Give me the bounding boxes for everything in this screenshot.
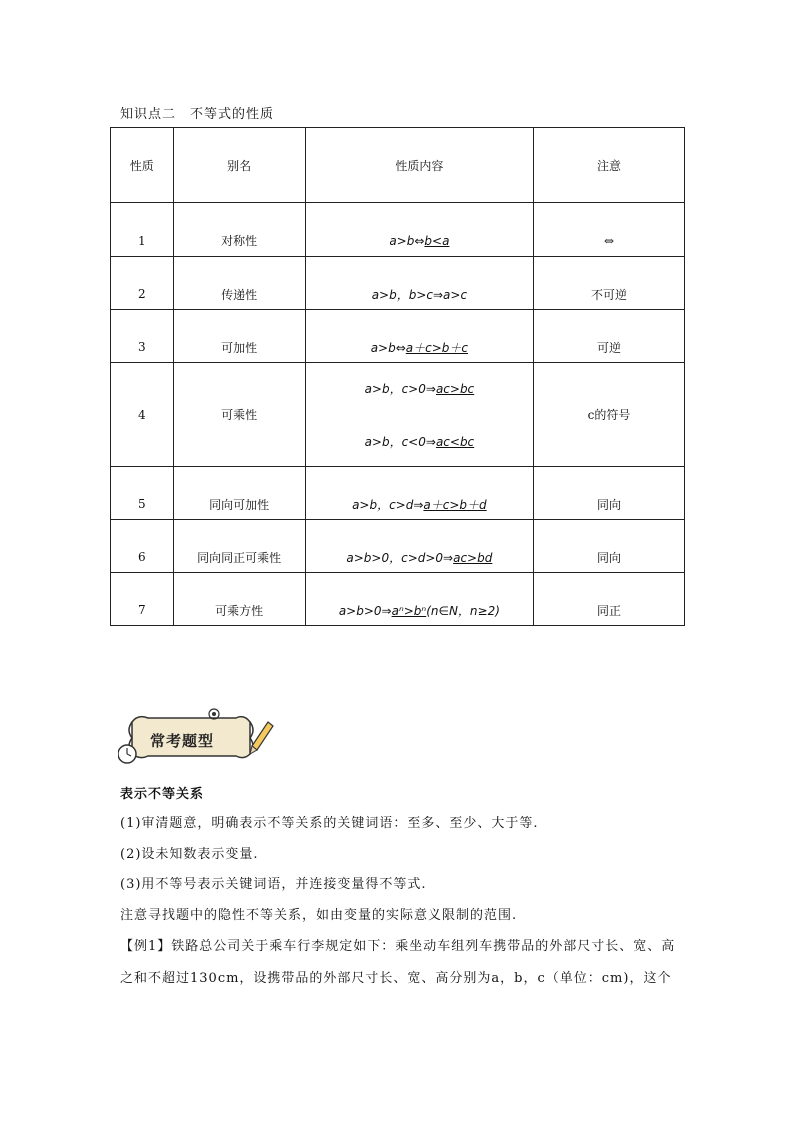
content-line xyxy=(306,380,533,397)
section-title: 知识点二 不等式的性质 xyxy=(120,107,275,122)
content-answer: ac<bc xyxy=(435,434,475,449)
row-note: 不可逆 xyxy=(534,257,685,310)
content-condition: (n∈N，n≥2) xyxy=(426,603,500,618)
table-row xyxy=(111,467,685,520)
paragraph: 注意寻找题中的隐性不等关系，如由变量的实际意义限制的范围. xyxy=(120,908,518,923)
row-content xyxy=(305,203,533,257)
row-content xyxy=(305,467,533,520)
row-number: 4 xyxy=(111,363,174,467)
content-answer: a＋c>b＋d xyxy=(423,497,487,512)
content-text: a>b⇔ xyxy=(389,233,425,248)
row-number: 5 xyxy=(111,467,174,520)
subheading: 表示不等关系 xyxy=(120,787,205,802)
content-answer: b<a xyxy=(424,233,450,248)
header-cell: 性质 xyxy=(111,128,174,203)
row-note: 同正 xyxy=(534,573,685,626)
table-row xyxy=(111,573,685,626)
content-text: a>b⇔ xyxy=(370,340,406,355)
row-alias: 同向可加性 xyxy=(173,467,305,520)
row-number: 7 xyxy=(111,573,174,626)
row-content xyxy=(305,520,533,573)
content-text: a>b，b>c⇒ xyxy=(371,287,444,302)
row-alias: 可乘方性 xyxy=(173,573,305,626)
row-content xyxy=(305,257,533,310)
row-alias: 可加性 xyxy=(173,310,305,363)
row-alias: 传递性 xyxy=(173,257,305,310)
content-answer: ac>bc xyxy=(435,381,475,396)
content-answer: aⁿ>bⁿ xyxy=(391,603,427,618)
content-text: a>b，c<0⇒ xyxy=(364,434,436,449)
row-number: 1 xyxy=(111,203,174,257)
row-alias: 同向同正可乘性 xyxy=(173,520,305,573)
content-text: a>b>0，c>d>0⇒ xyxy=(346,550,454,565)
table-row xyxy=(111,310,685,363)
pencil-icon xyxy=(250,722,273,754)
header-cell: 性质内容 xyxy=(305,128,533,203)
row-note: 同向 xyxy=(534,520,685,573)
table-row xyxy=(111,363,685,467)
content-answer: a＋c>b＋c xyxy=(405,340,469,355)
row-alias: 可乘性 xyxy=(173,363,305,467)
table-header-row xyxy=(111,128,685,203)
row-note: 可逆 xyxy=(534,310,685,363)
content-answer: a>c xyxy=(443,287,468,302)
content-answer: ac>bd xyxy=(453,550,493,565)
row-note: ⇔ xyxy=(534,203,685,257)
row-number: 3 xyxy=(111,310,174,363)
table-row xyxy=(111,203,685,257)
paragraph: (2)设未知数表示变量. xyxy=(120,847,259,862)
inequality-properties-table xyxy=(110,127,685,626)
table-row xyxy=(111,257,685,310)
content-text: a>b>0⇒ xyxy=(338,603,392,618)
paragraph: (3)用不等号表示关键词语，并连接变量得不等式. xyxy=(120,877,427,892)
banner-label: 常考题型 xyxy=(150,732,215,750)
content-line xyxy=(306,433,533,450)
row-content xyxy=(305,573,533,626)
row-alias: 对称性 xyxy=(173,203,305,257)
row-content xyxy=(305,363,533,467)
example-paragraph: 【例1】铁路总公司关于乘车行李规定如下：乘坐动车组列车携带品的外部尺寸长、宽、高 xyxy=(120,939,676,954)
content-text: a>b，c>d⇒ xyxy=(352,497,424,512)
table-row xyxy=(111,520,685,573)
paragraph: (1)审清题意，明确表示不等关系的关键词语：至多、至少、大于等. xyxy=(120,816,539,831)
row-number: 2 xyxy=(111,257,174,310)
row-content xyxy=(305,310,533,363)
example-paragraph: 之和不超过130cm，设携带品的外部尺寸长、宽、高分别为a，b，c（单位：cm)，这个 xyxy=(120,971,672,986)
row-number: 6 xyxy=(111,520,174,573)
row-note: 同向 xyxy=(534,467,685,520)
row-note: c的符号 xyxy=(534,363,685,467)
content-text: a>b，c>0⇒ xyxy=(364,381,436,396)
header-cell: 别名 xyxy=(173,128,305,203)
header-cell: 注意 xyxy=(534,128,685,203)
